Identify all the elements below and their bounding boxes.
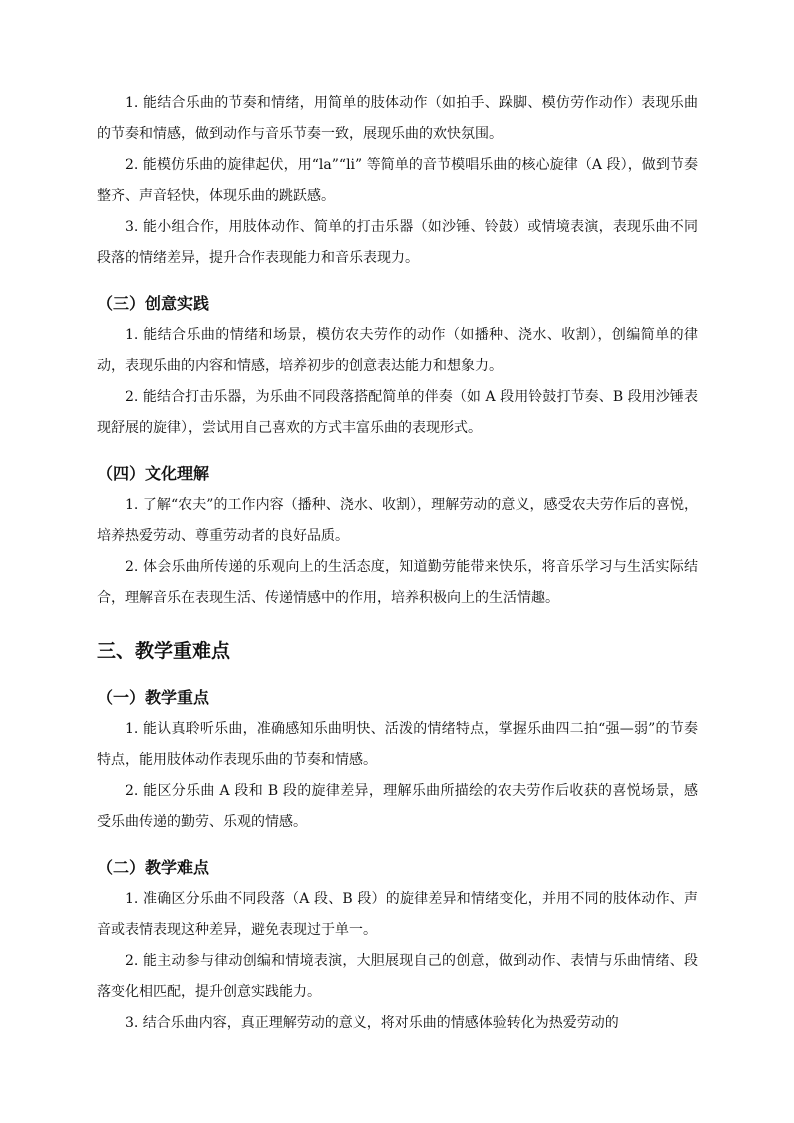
culture-item-2: 2. 体会乐曲所传递的乐观向上的生活态度，知道勤劳能带来快乐，将音乐学习与生活实际结合，理解音乐在表现生活、传递情感中的作用，培养积极向上的生活情趣。 — [97, 559, 698, 606]
skills-item-1: 1. 能结合乐曲的节奏和情绪，用简单的肢体动作（如拍手、跺脚、模仿劳作动作）表现乐曲的节奏和情感，做到动作与音乐节奏一致，展现乐曲的欢快氛围。 — [97, 95, 698, 142]
difficult-item-3: 3. 结合乐曲内容，真正理解劳动的意义，将对乐曲的情感体验转化为热爱劳动的 — [125, 1015, 619, 1031]
creative-item-2: 2. 能结合打击乐器，为乐曲不同段落搭配简单的伴奏（如 A 段用铃鼓打节奏、B 段用沙锤表现舒展的旋律），尝试用自己喜欢的方式丰富乐曲的表现形式。 — [97, 389, 698, 436]
difficult-item-1: 1. 准确区分乐曲不同段落（A 段、B 段）的旋律差异和情绪变化，并用不同的肢体动作、声音或表情表现这种差异，避免表现过于单一。 — [97, 891, 698, 938]
creative-item-1: 1. 能结合乐曲的情绪和场景，模仿农夫劳作的动作（如播种、浇水、收割），创编简单的律动，表现乐曲的内容和情感，培养初步的创意表达能力和想象力。 — [97, 327, 698, 374]
difficult-item-2: 2. 能主动参与律动创编和情境表演，大胆展现自己的创意，做到动作、表情与乐曲情绪、段落变化相匹配，提升创意实践能力。 — [97, 953, 698, 1000]
document-page — [97, 88, 698, 1039]
key-points-heading: （一）教学重点 — [97, 688, 210, 707]
creative-practice-heading: （三）创意实践 — [97, 294, 210, 313]
culture-heading: （四）文化理解 — [97, 464, 210, 483]
key-item-1: 1. 能认真聆听乐曲，准确感知乐曲明快、活泼的情绪特点，掌握乐曲四二拍“强—弱”的节奏特点，能用肢体动作表现乐曲的节奏和情感。 — [97, 721, 698, 768]
culture-item-1: 1. 了解“农夫”的工作内容（播种、浇水、收割），理解劳动的意义，感受农夫劳作后的喜悦，培养热爱劳动、尊重劳动者的良好品质。 — [97, 497, 698, 544]
skills-item-3: 3. 能小组合作，用肢体动作、简单的打击乐器（如沙锤、铃鼓）或情境表演，表现乐曲不同段落的情绪差异，提升合作表现能力和音乐表现力。 — [97, 219, 698, 266]
skills-item-2: 2. 能模仿乐曲的旋律起伏，用“la”“li” 等简单的音节模唱乐曲的核心旋律（A 段），做到节奏整齐、声音轻快，体现乐曲的跳跃感。 — [97, 157, 698, 204]
difficult-points-heading: （二）教学难点 — [97, 858, 210, 877]
chapter-heading: 三、教学重难点 — [97, 640, 231, 662]
key-item-2: 2. 能区分乐曲 A 段和 B 段的旋律差异，理解乐曲所描绘的农夫劳作后收获的喜悦场景，感受乐曲传递的勤劳、乐观的情感。 — [97, 783, 698, 830]
